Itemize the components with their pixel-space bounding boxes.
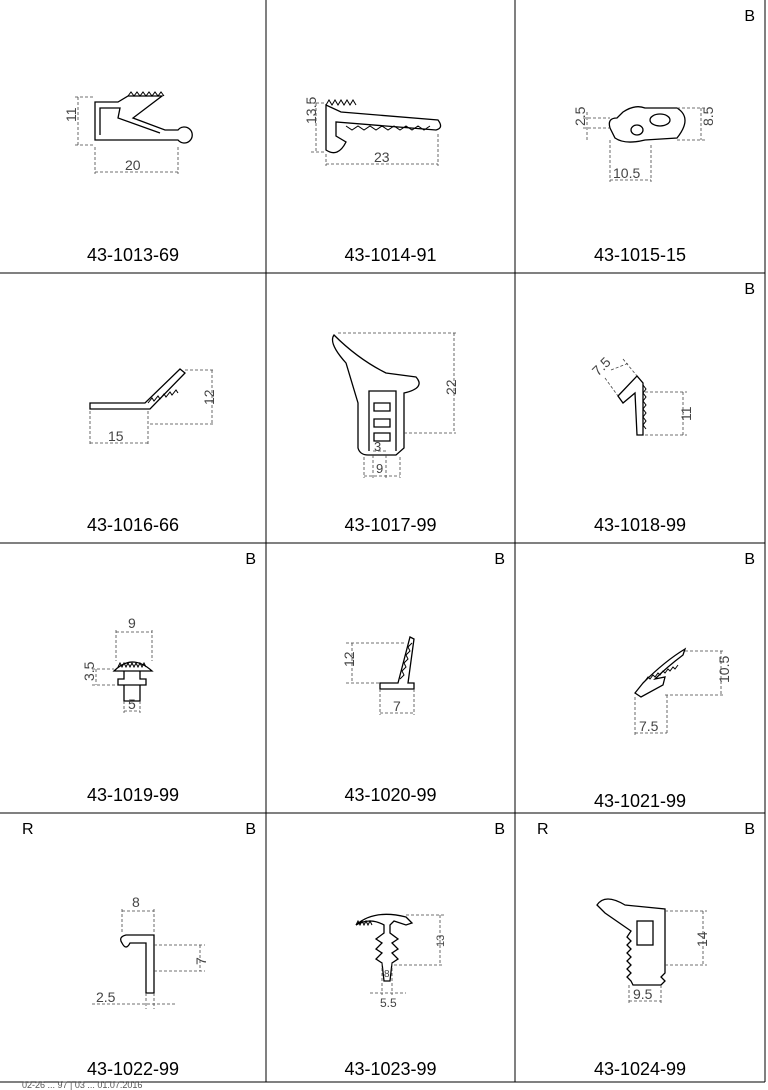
dim-label: 9: [128, 615, 136, 631]
dim-label: 2.5: [572, 106, 588, 126]
mark-r: R: [537, 821, 549, 838]
dim-label: 8.5: [700, 106, 716, 126]
profile-drawing: [515, 543, 765, 813]
part-number: 43-1013-69: [86, 245, 180, 265]
dim-label: 2.5: [96, 989, 116, 1005]
dim-label: 5: [128, 696, 136, 712]
part-number: 43-1015-15: [593, 245, 687, 265]
dim-label: 3: [374, 439, 382, 454]
profile-drawing: [515, 0, 765, 273]
part-number: 43-1023-99: [344, 1059, 437, 1079]
profile-cell-5: [266, 273, 515, 543]
dim-label: 8: [132, 894, 140, 910]
profile-cell-2: [266, 0, 515, 273]
mark-b: B: [744, 8, 755, 25]
part-number: 43-1022-99: [86, 1059, 180, 1079]
part-number: 43-1024-99: [593, 1059, 687, 1079]
profile-cell-11: [266, 813, 515, 1082]
dim-label: 10.5: [613, 165, 641, 181]
mark-r: R: [22, 821, 34, 838]
dim-label: 7.5: [639, 718, 659, 734]
dim-label: 11: [63, 107, 79, 122]
profile-cell-10: [0, 813, 266, 1082]
dim-label: 3.5: [81, 661, 97, 681]
profile-drawing: [266, 0, 515, 273]
profile-cell-12: [515, 813, 765, 1082]
dim-label: 7.5: [588, 353, 614, 379]
profile-drawing: [0, 0, 266, 273]
profile-drawing: [266, 543, 515, 813]
profile-cell-8: [266, 543, 515, 813]
part-number: 43-1014-91: [344, 245, 437, 265]
profile-drawing: [266, 273, 515, 543]
profile-cell-7: [0, 543, 266, 813]
mark-b: B: [245, 551, 256, 568]
dim-label: 9.5: [633, 986, 653, 1002]
profile-drawing: [0, 543, 266, 813]
dim-label: 23: [374, 149, 390, 165]
profile-drawing: [0, 813, 266, 1082]
part-number: 43-1019-99: [86, 785, 180, 805]
dim-label: 8: [384, 969, 390, 980]
dim-label: 12: [341, 651, 357, 667]
profile-cell-4: [0, 273, 266, 543]
mark-b: B: [744, 551, 755, 568]
profile-cell-1: [0, 0, 266, 273]
part-number: 43-1021-99: [593, 791, 687, 811]
dim-label: 5.5: [380, 996, 397, 1010]
part-number: 43-1018-99: [593, 515, 687, 535]
profile-cell-6: [515, 273, 765, 543]
dim-label: 13.5: [303, 96, 319, 124]
profile-cell-3: [515, 0, 765, 273]
dim-label: 9: [376, 461, 384, 476]
part-number: 43-1016-66: [86, 515, 180, 535]
dim-label: 7: [193, 957, 209, 965]
mark-b: B: [494, 551, 505, 568]
profile-drawing: [0, 273, 266, 543]
mark-b: B: [744, 821, 755, 838]
dim-label: 7: [393, 698, 401, 714]
mark-b: B: [744, 281, 755, 298]
dim-label: 15: [108, 428, 124, 444]
profile-drawing: [515, 813, 765, 1082]
dim-label: 22: [443, 379, 459, 395]
profile-cell-9: [515, 543, 765, 813]
dim-label: 11: [678, 406, 694, 421]
mark-b: B: [494, 821, 505, 838]
dim-label: 14: [694, 931, 710, 947]
dim-label: 13: [435, 934, 447, 947]
dim-label: 12: [201, 389, 217, 405]
footer-text: 02-26 ... 97 | 03 ... 01.07.2016: [22, 1080, 143, 1090]
profile-drawing: [266, 813, 515, 1082]
part-number: 43-1017-99: [344, 515, 437, 535]
profile-drawing: [515, 273, 765, 543]
dim-label: 20: [125, 157, 141, 173]
part-number: 43-1020-99: [344, 785, 437, 805]
mark-b: B: [245, 821, 256, 838]
dim-label: 10.5: [716, 655, 732, 683]
